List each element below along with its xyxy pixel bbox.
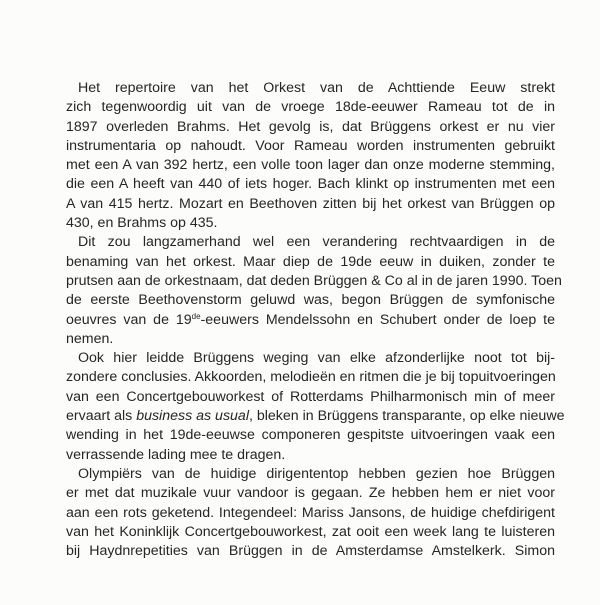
paragraph xyxy=(66,79,555,233)
text-line xyxy=(66,175,555,194)
text-segment: Dit zou langzamerhand wel een verandering rechtvaardigen in de xyxy=(78,234,555,251)
text-line xyxy=(66,484,555,503)
body-text xyxy=(66,79,565,561)
text-line xyxy=(66,233,555,252)
text-line xyxy=(66,465,555,484)
text-segment: aan een rots geketend. Integendeel: Mariss Jansons, de huidige chefdirigent xyxy=(66,504,555,521)
text-segment: de eerste Beethovenstorm geluwd was, begon Brüggen de symfonische xyxy=(66,292,555,309)
text-segment: ervaart als xyxy=(66,408,137,425)
text-segment: bij Haydnrepetities van Brüggen in de Amsterdamse Amstelkerk. Simon xyxy=(66,543,555,560)
text-segment: met een A van 392 hertz, een volle toon lager dan onze moderne stemming, xyxy=(66,157,555,174)
text-segment: Het repertoire van het Orkest van de Achttiende Eeuw strekt xyxy=(78,80,555,96)
text-segment: benaming van het orkest. Maar diep de 19de eeuw in duiken, zonder te xyxy=(66,253,555,270)
text-segment: Olympiërs van de huidige dirigententop hebben gezien hoe Brüggen xyxy=(78,465,555,482)
paragraph xyxy=(66,233,562,349)
text-segment: 1897 overleden Brahms. Het gevolg is, dat Brüggens orkest er nu vier xyxy=(66,118,555,135)
text-line xyxy=(66,368,555,387)
text-line xyxy=(66,156,555,175)
superscript-text: de xyxy=(191,311,201,321)
text-segment: van het Koninklijk Concertgebouworkest, zat ooit een week lang te luisteren xyxy=(66,523,555,540)
text-line xyxy=(66,195,555,214)
text-segment: prutsen aan de orkestnaam, dat deden Brüggen & Co al in de jaren 1990. Toen xyxy=(66,272,562,289)
paragraph xyxy=(66,465,555,561)
text-line xyxy=(66,504,555,523)
paragraph xyxy=(66,349,565,465)
text-line xyxy=(66,426,555,445)
text-line xyxy=(66,311,555,330)
text-segment: -eeuwers Mendelssohn en Schubert onder de loep te xyxy=(200,311,555,328)
text-segment: zich tegenwoordig uit van de vroege 18de-eeuwer Rameau tot de in xyxy=(66,99,555,116)
text-segment: oeuvres van de 19 xyxy=(66,311,192,328)
text-segment: Ook hier leidde Brüggens weging van elke afzonderlijke noot tot bij- xyxy=(78,350,555,367)
text-segment: zondere conclusies. Akkoorden, melodieën en ritmen die je bij topuitvoeringen xyxy=(66,369,556,386)
text-segment: die een A heeft van 440 of iets hoger. Bach klinkt op instrumenten met een xyxy=(66,176,555,193)
text-line xyxy=(66,214,555,233)
text-segment: verrassende lading mee te dragen. xyxy=(66,446,286,463)
text-segment: 430, en Brahms op 435. xyxy=(66,215,218,232)
text-line xyxy=(66,98,555,117)
text-line xyxy=(66,79,555,98)
text-line xyxy=(66,253,555,272)
text-line xyxy=(66,272,562,291)
text-line xyxy=(66,330,555,349)
text-segment: wending in het 19de-eeuwse componeren gespitste uitvoeringen vaak een xyxy=(66,427,555,444)
text-line xyxy=(66,407,565,426)
text-line xyxy=(66,118,555,137)
text-segment: A van 415 hertz. Mozart en Beethoven zitten bij het orkest van Brüggen op xyxy=(66,195,555,212)
text-line xyxy=(66,542,555,561)
text-line xyxy=(66,137,555,156)
text-segment: er met dat muzikale vuur vandoor is gegaan. Ze hebben hem er niet voor xyxy=(66,485,555,502)
text-line xyxy=(66,446,555,465)
text-segment: nemen. xyxy=(66,330,114,347)
text-line xyxy=(66,291,555,310)
text-segment: , bleken in Brüggens transparante, op elke nieuwe xyxy=(248,408,565,425)
italic-text: business as usual xyxy=(136,408,249,425)
text-line xyxy=(66,349,555,368)
text-line xyxy=(66,523,555,542)
text-line xyxy=(66,388,555,407)
text-segment: instrumentaria op nahoudt. Voor Rameau worden instrumenten gebruikt xyxy=(66,137,555,154)
text-segment: van een Concertgebouworkest of Rotterdams Philharmonisch min of meer xyxy=(66,388,555,405)
